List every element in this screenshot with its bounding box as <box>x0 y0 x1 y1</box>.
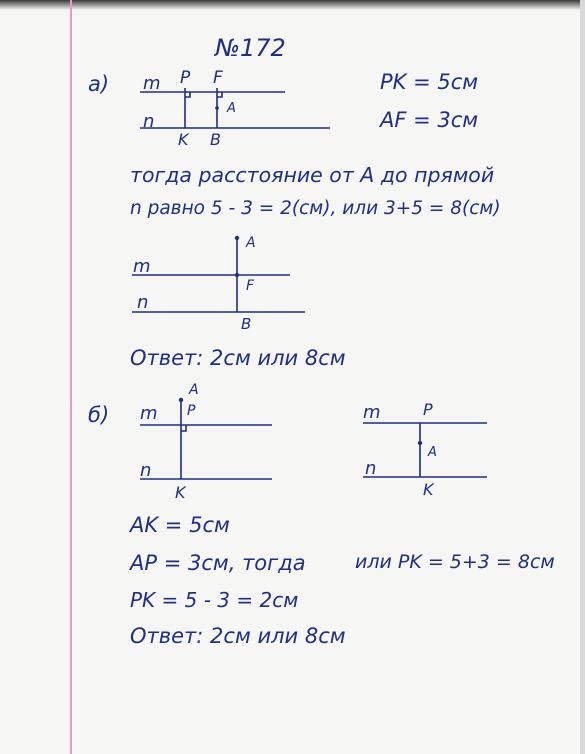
fig4-label-p: P <box>423 400 433 419</box>
fig1-label-a: A <box>227 101 236 116</box>
part-a-marker: а) <box>88 72 110 96</box>
fig3-label-a: A <box>189 382 199 398</box>
line-ap: AP = 3см, тогда <box>130 551 306 575</box>
answer-b: Ответ: 2см или 8см <box>130 624 346 648</box>
line-pk-diff: PK = 5 - 3 = 2см <box>130 588 299 612</box>
fig4-label-a: A <box>428 445 437 460</box>
fig2-label-b: B <box>241 315 252 333</box>
answer-a: Ответ: 2см или 8см <box>130 346 346 370</box>
given-pk: PK = 5см <box>380 70 479 94</box>
fig2-point-a <box>235 236 239 240</box>
fig3-label-n: n <box>140 460 152 481</box>
fig1-label-p: P <box>180 68 191 88</box>
fig1-point-a <box>215 106 219 110</box>
problem-number: №172 <box>215 34 286 62</box>
solution-text-line-1: тогда расстояние от A до прямой <box>130 163 495 187</box>
fig2-label-a: A <box>246 235 256 251</box>
fig3-label-p: P <box>187 403 196 419</box>
fig3-label-k: K <box>175 483 186 502</box>
fig1-label-f: F <box>213 68 223 88</box>
line-ak: AK = 5см <box>130 513 230 537</box>
fig4-label-k: K <box>423 480 434 499</box>
part-b-marker: б) <box>88 403 110 427</box>
line-pk-sum: или PK = 5+3 = 8см <box>355 551 555 573</box>
fig4-point-a <box>418 441 422 445</box>
solution-text-line-2: n равно 5 - 3 = 2(см), или 3+5 = 8(см) <box>130 198 501 219</box>
fig2-point-f <box>235 273 239 277</box>
fig4-label-m: m <box>363 402 381 423</box>
fig2-label-n: n <box>137 292 149 313</box>
fig3-point-a <box>179 398 183 402</box>
fig2-label-f: F <box>246 278 255 294</box>
fig1-label-k: K <box>178 130 189 149</box>
given-af: AF = 3см <box>380 108 479 132</box>
fig1-label-m: m <box>143 73 161 94</box>
fig2-label-m: m <box>133 256 151 277</box>
fig4-label-n: n <box>365 458 377 479</box>
fig1-label-n: n <box>143 111 155 132</box>
fig3-label-m: m <box>140 403 158 424</box>
fig1-label-b: B <box>210 130 221 149</box>
